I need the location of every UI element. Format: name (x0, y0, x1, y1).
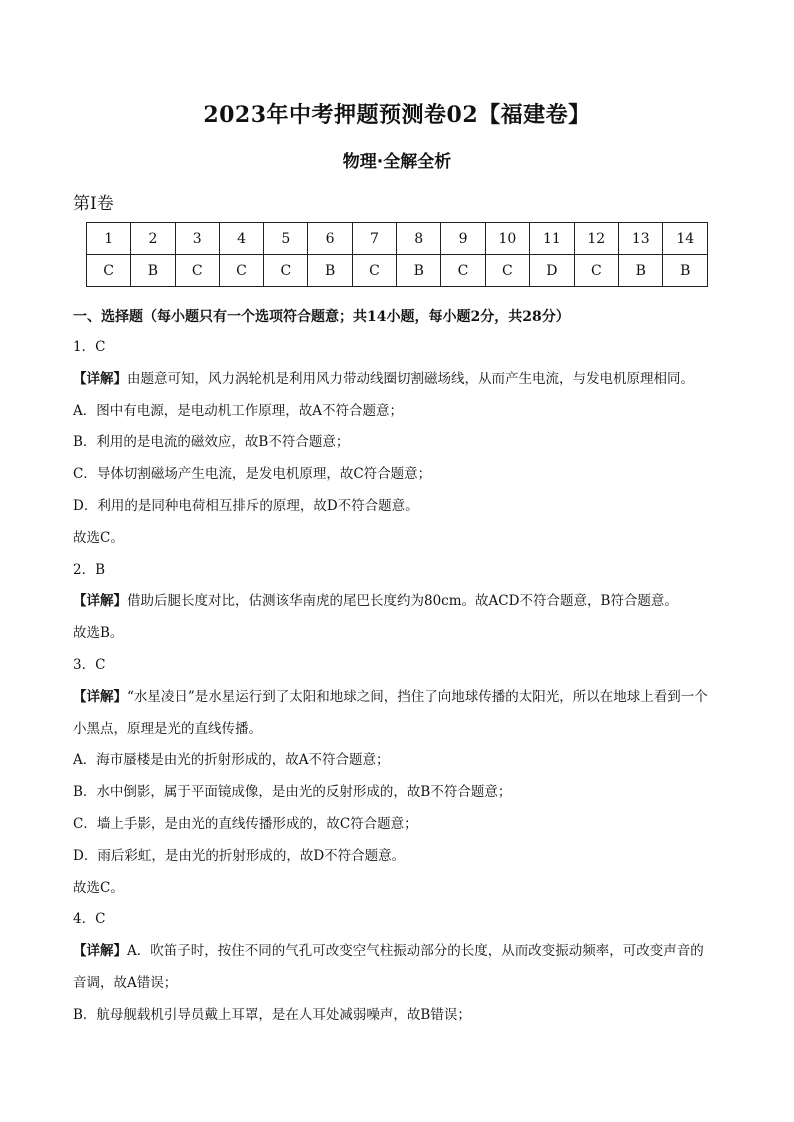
line-text: C．墙上手影，是由光的直线传播形成的，故C符合题意； (73, 815, 418, 832)
line-text: B．航母舰载机引导员戴上耳罩，是在人耳处减弱噪声，故B错误； (73, 1006, 471, 1023)
text-line (73, 968, 733, 1000)
line-text: 故选C。 (73, 879, 124, 896)
question-number-cell: 3 (175, 223, 219, 255)
text-line (73, 459, 733, 491)
text-line (73, 364, 733, 396)
text-line (73, 745, 733, 777)
text-line (73, 714, 733, 746)
text-line (73, 682, 733, 714)
question-number-cell: 14 (663, 223, 708, 255)
text-line (73, 586, 733, 618)
answer-cell: B (397, 255, 441, 287)
answer-cell: B (619, 255, 663, 287)
answer-cell: B (308, 255, 352, 287)
answer-cell: C (441, 255, 485, 287)
text-line (73, 427, 733, 459)
volume-label: 第Ⅰ卷 (73, 194, 114, 214)
line-text: A．海市蜃楼是由光的折射形成的，故A不符合题意； (73, 752, 390, 769)
question-number-cell: 10 (485, 223, 529, 255)
question-number-cell: 7 (352, 223, 396, 255)
detail-tag: 【详解】 (73, 593, 127, 610)
question-number-cell: 8 (397, 223, 441, 255)
detail-tag: 【详解】 (73, 943, 127, 960)
line-text: B．利用的是电流的磁效应，故B不符合题意； (73, 434, 350, 451)
answer-cell: C (485, 255, 529, 287)
section-title: 一、选择题（每小题只有一个选项符合题意；共14小题，每小题2分，共28分） (73, 309, 570, 325)
question-number-cell: 12 (574, 223, 618, 255)
line-text: D．利用的是同种电荷相互排斥的原理，故D不符合题意。 (73, 497, 419, 514)
answer-cell: C (264, 255, 308, 287)
line-text: 3．C (73, 656, 106, 673)
question-number-cell: 4 (219, 223, 263, 255)
question-number-cell: 9 (441, 223, 485, 255)
answer-cell: C (352, 255, 396, 287)
page-subtitle: 物理·全解全析 (342, 152, 452, 172)
line-text: A．图中有电源，是电动机工作原理，故A不符合题意； (73, 402, 403, 419)
text-line (73, 873, 733, 905)
line-text: 由题意可知，风力涡轮机是利用风力带动线圈切割磁场线，从而产生电流，与发电机原理相同。 (127, 370, 694, 387)
line-text: 2．B (73, 561, 106, 578)
line-text: “水星凌日”是水星运行到了太阳和地球之间，挡住了向地球传播的太阳光，所以在地球上看到一个 (127, 688, 708, 705)
line-text: B．水中倒影，属于平面镜成像，是由光的反射形成的，故B不符合题意； (73, 784, 512, 801)
explanation-body (73, 332, 733, 1032)
detail-tag: 【详解】 (73, 370, 127, 387)
line-text: 4．C (73, 911, 106, 928)
answer-table-number-row (87, 223, 708, 255)
line-text: 故选B。 (73, 625, 124, 642)
line-text: 1．C (73, 339, 106, 355)
answer-table (86, 222, 708, 287)
question-number-cell: 1 (87, 223, 131, 255)
text-line (73, 1000, 733, 1032)
answer-table-answer-row (87, 255, 708, 287)
answer-cell: C (219, 255, 263, 287)
question-number-cell: 6 (308, 223, 352, 255)
question-number-cell: 13 (619, 223, 663, 255)
line-text: D．雨后彩虹，是由光的折射形成的，故D不符合题意。 (73, 847, 406, 864)
text-line (73, 618, 733, 650)
text-line (73, 491, 733, 523)
text-line (73, 555, 733, 587)
text-line (73, 809, 733, 841)
line-text: 小黑点，原理是光的直线传播。 (73, 720, 262, 737)
question-number-cell: 5 (264, 223, 308, 255)
text-line (73, 777, 733, 809)
line-text: 音调，故A错误； (73, 974, 178, 991)
detail-tag: 【详解】 (73, 688, 127, 705)
line-text: C．导体切割磁场产生电流，是发电机原理，故C符合题意； (73, 466, 432, 483)
answer-cell: C (87, 255, 131, 287)
answer-cell: B (131, 255, 175, 287)
line-text: 借助后腿长度对比，估测该华南虎的尾巴长度约为80cm。故ACD不符合题意，B符合题意。 (127, 593, 678, 610)
line-text: 故选C。 (73, 529, 124, 546)
text-line (73, 841, 733, 873)
answer-cell: B (663, 255, 708, 287)
text-line (73, 396, 733, 428)
answer-cell: C (574, 255, 618, 287)
text-line (73, 332, 733, 364)
text-line (73, 650, 733, 682)
question-number-cell: 2 (131, 223, 175, 255)
page-title: 2023年中考押题预测卷02【福建卷】 (203, 102, 591, 128)
text-line (73, 523, 733, 555)
text-line (73, 904, 733, 936)
line-text: A．吹笛子时，按住不同的气孔可改变空气柱振动部分的长度，从而改变振动频率，可改变声音的 (127, 943, 704, 960)
answer-cell: C (175, 255, 219, 287)
question-number-cell: 11 (530, 223, 574, 255)
text-line (73, 936, 733, 968)
answer-cell: D (530, 255, 574, 287)
